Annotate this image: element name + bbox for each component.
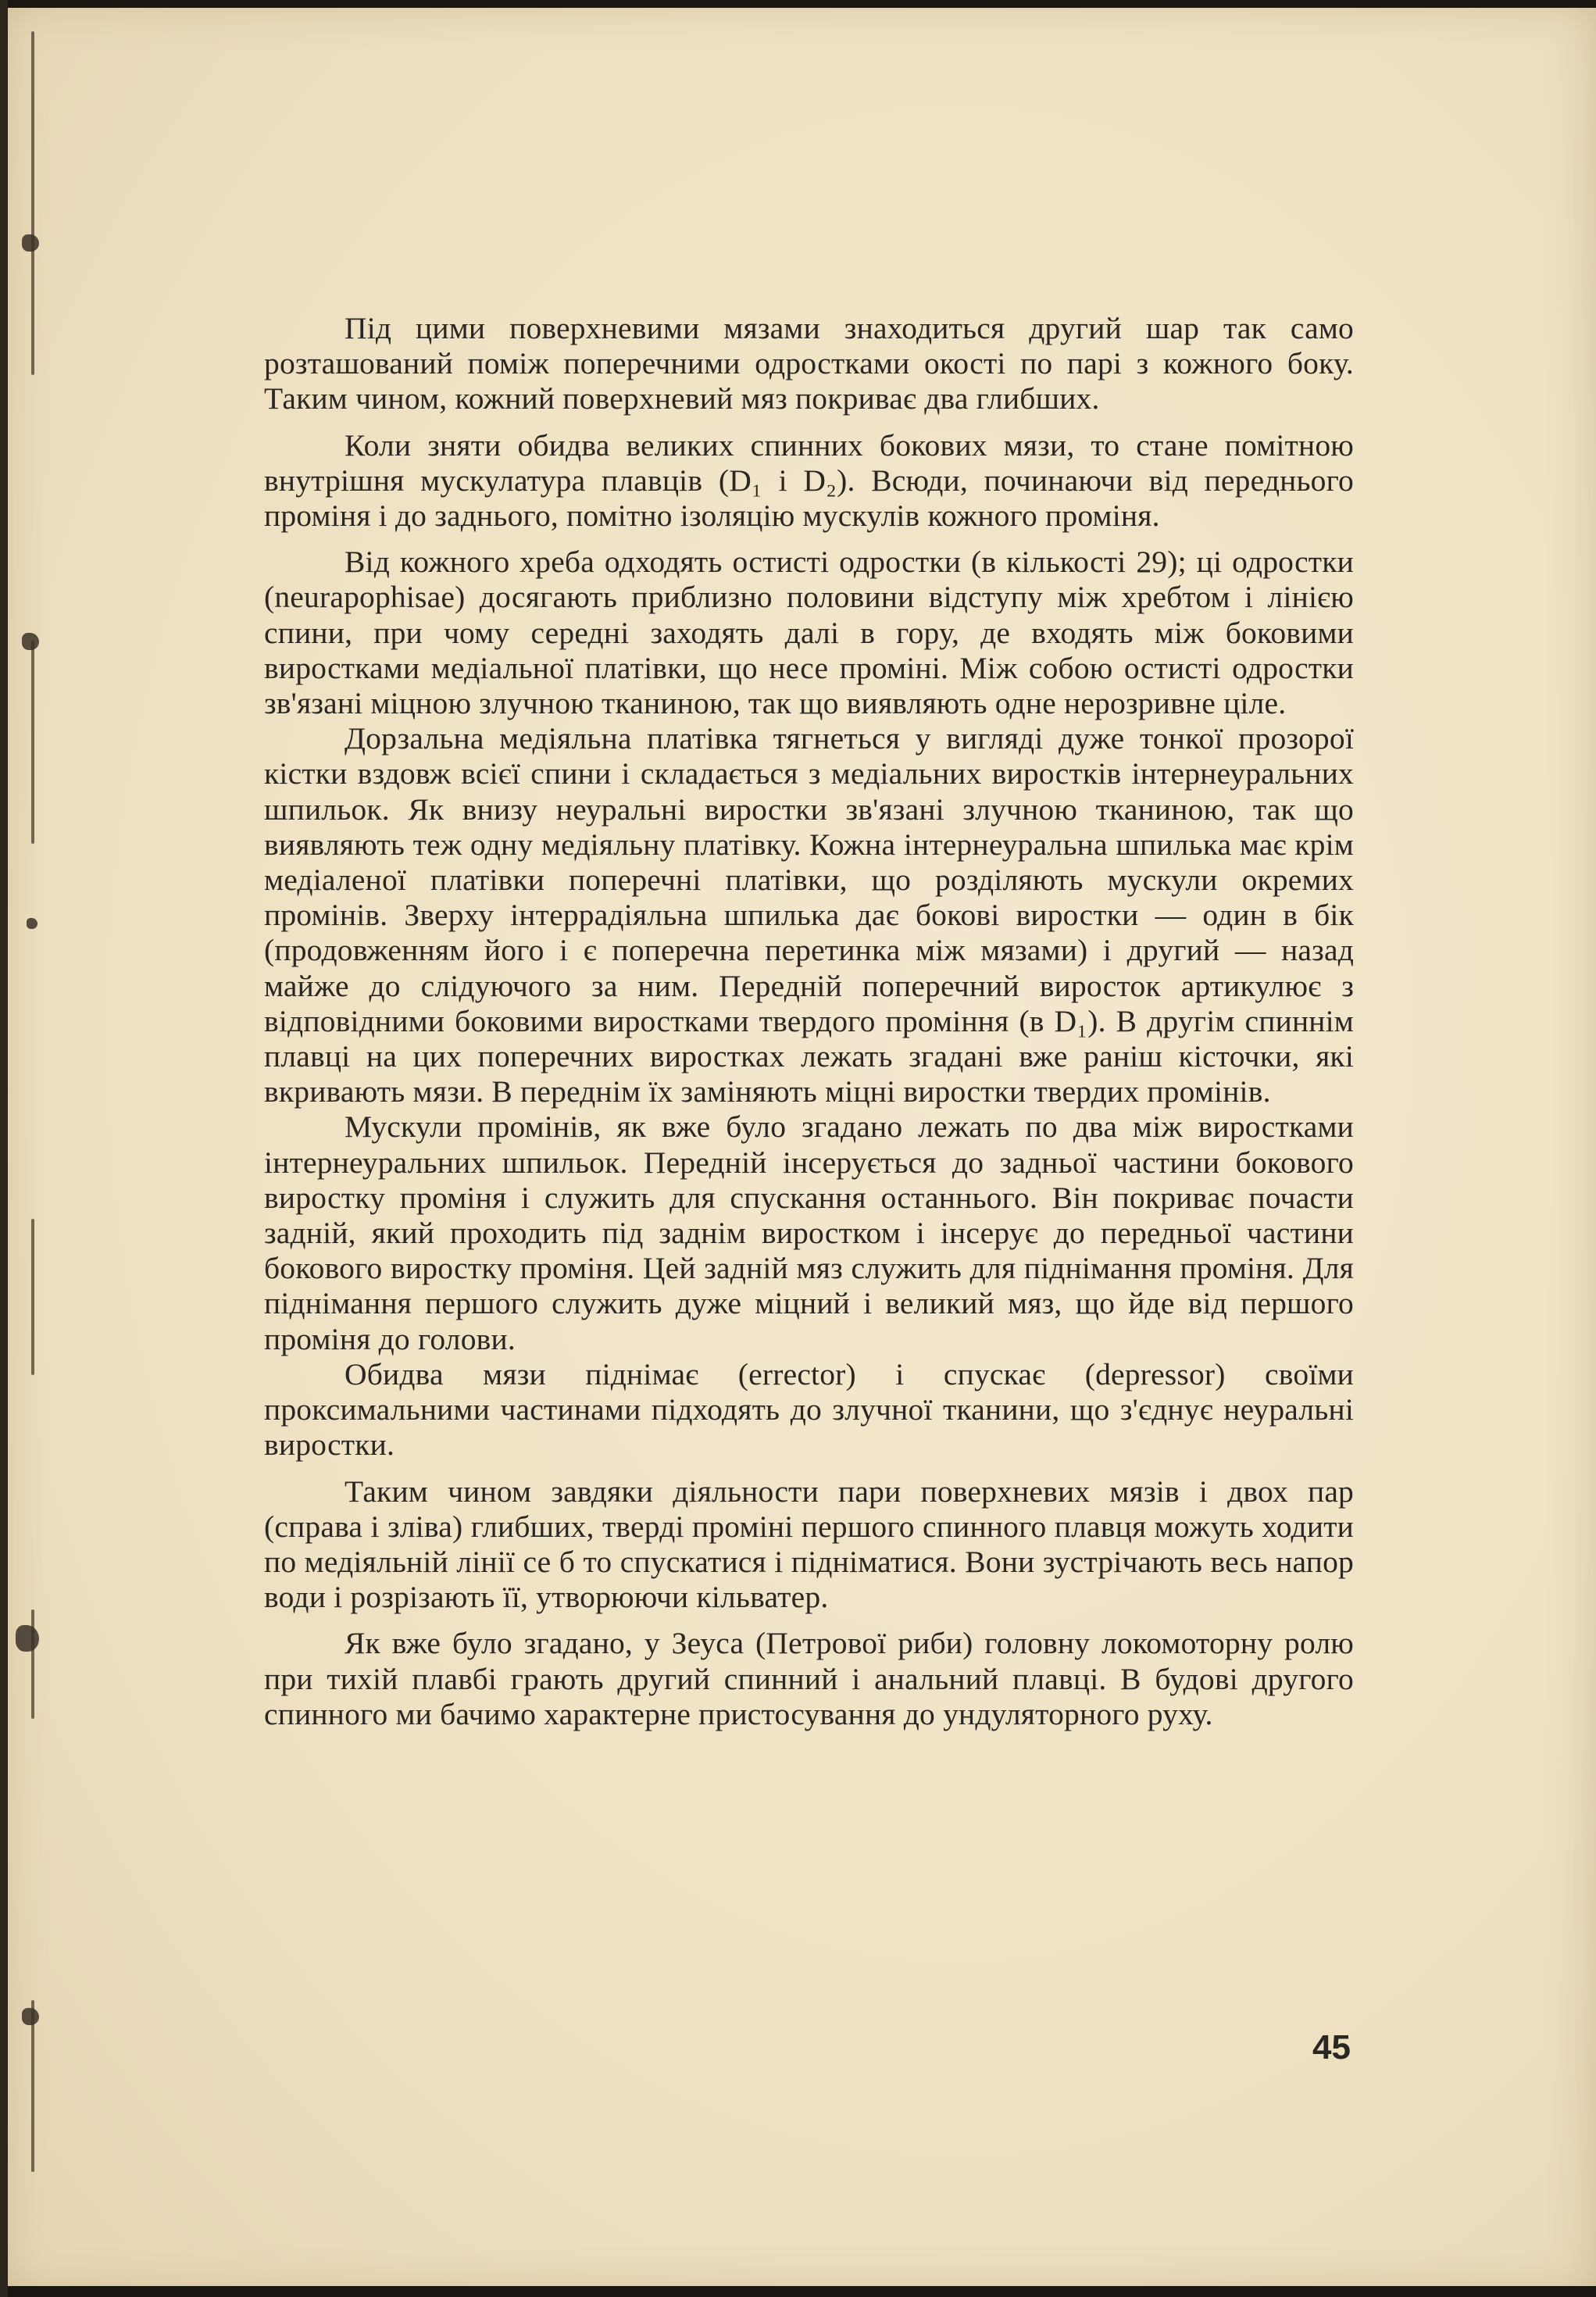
scan-edge-top: [0, 0, 1596, 8]
binding-thread-mark: [16, 1625, 39, 1652]
paragraph-5: Мускули промінів, як вже було згадано лежать по два між виростками інтернеуральних шпильок. Передній інсерується до задньої частини бокового виростку проміня і служить для спускання останнього. Він покриває почасти задній, який проходить під заднім виростком і інсерує до передньої частини бокового виростку проміня. Цей задній мяз служить для піднімання проміня. Для піднімання першого служить дуже міцний і великий мяз, що йде від першого проміня до голови.: [264, 1109, 1354, 1356]
binding-line: [31, 1219, 34, 1375]
paragraph-1: Під цими поверхневими мязами знаходиться другий шар так само розташований поміж поперечними одростками окості по парі з кожного боку. Таким чином, кожний поверхневий мяз покриває два глибших.: [264, 311, 1354, 416]
paragraph-2: Коли зняти обидва великих спинних бокових мязи, то стане помітною внутрішня мускулатура плавців (D₁ і D₂). Всюди, починаючи від переднього проміня і до заднього, помітно ізоляцію мускулів кожного проміня.: [264, 427, 1354, 534]
body-text: [264, 311, 1354, 1732]
binding-thread-mark: [22, 2008, 39, 2025]
paragraph-4: Дорзальна медіяльна платівка тягнеться у вигляді дуже тонкої прозорої кістки вздовж всієї спини і складається з медіальних виростків інтернеуральних шпильок. Як внизу неуральні виростки зв'язані злучною тканиною, так що виявляють теж одну медіяльну платівку. Кожна інтернеуральна шпилька має крім медіаленої платівки поперечні платівки, що розділяють мускули окремих промінів. Зверху інтеррадіяльна шпилька дає бокові виростки — один в бік (продовженням його і є поперечна перетинка між мязами) і другий — назад майже до слідуючого за ним. Передній поперечний виросток артикулює з відповідними боковими виростками твердого проміння (в D₁). В другім спиннім плавці на цих поперечних виростках лежать згадані вже раніш кісточки, які вкривають мязи. В переднім їх заміняють міцні виростки твердих промінів.: [264, 721, 1354, 1109]
binding-thread-mark: [27, 918, 37, 929]
binding-thread-mark: [22, 633, 39, 650]
binding-line: [31, 641, 34, 844]
paragraph-8: Як вже було згадано, у Зеуса (Петрової риби) головну локомоторну ролю при тихій плавбі грають другий спинний і анальний плавці. В будові другого спинного ми бачимо характерне пристосування до ундуляторного руху.: [264, 1626, 1354, 1731]
scan-edge-bottom: [0, 2286, 1596, 2297]
paragraph-3: Від кожного хреба одходять остисті одростки (в кількості 29); ці одростки (neurapophisae) досягають приблизно половини відступу між хребтом і лінією спини, при чому середні заходять далі в гору, де входять між боковими виростками медіальної платівки, що несе проміні. Між собою остисті одростки зв'язані міцною злучною тканиною, так що виявляють одне нерозривне ціле.: [264, 545, 1354, 721]
scan-edge-left: [0, 0, 8, 2297]
binding-thread-mark: [22, 234, 39, 252]
binding-line: [31, 2000, 34, 2172]
paragraph-7: Таким чином завдяки діяльности пари поверхневих мязів і двох пар (справа і зліва) глибших, тверді проміні першого спинного плавця можуть ходити по медіяльній лінії се б то спускатися і підніматися. Вони зустрічають весь напор води і розрізають її, утворюючи кільватер.: [264, 1474, 1354, 1615]
paragraph-6: Обидва мязи піднімає (errector) і спускає (depressor) своїми проксимальними частинами підходять до злучної тканини, що з'єднує неуральні виростки.: [264, 1356, 1354, 1463]
page-number: 45: [1312, 2028, 1351, 2067]
binding-line: [31, 31, 34, 375]
